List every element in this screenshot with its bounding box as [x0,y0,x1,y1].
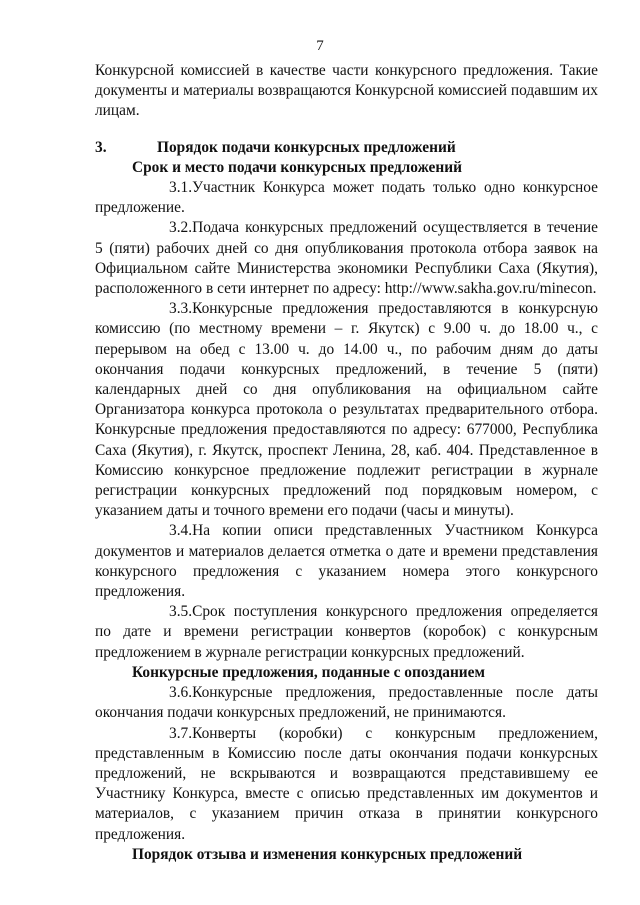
subheading-deadline-place: Срок и место подачи конкурсных предложений [132,158,462,176]
clause-number: 3.6. [169,684,193,702]
clause-text: Конкурсные предложения, предоставленные после даты окончания подачи конкурсных предложений, не принимаются. [95,684,598,722]
clause-text: Подача конкурсных предложений осуществляется в течение 5 (пяти) рабочих дней со дня опубликования протокола отбора заявок на Официальном сайте Министерства экономики Республики Саха (Якутия), расположенного в сети интернет по адресу: http://www.sakha.gov.ru/minecon. [95,219,598,298]
clause-number: 3.7. [169,724,193,742]
subheading-withdrawal-change: Порядок отзыва и изменения конкурсных предложений [132,845,523,863]
clause-number: 3.5. [169,603,193,621]
clause-text: Конверты (коробки) с конкурсным предложением, представленным в Комиссию после даты окончания подачи конкурсных предложений, не вскрываются и возвращаются представившему ее Участнику Конкурса, вместе с описью представленных им документов и материалов, с указанием причин отказа в принятии конкурсного предложения. [95,724,598,843]
paragraph-intro: Конкурсной комиссией в качестве части конкурсного предложения. Такие документы и материалы возвращаются Конкурсной комиссией подавшим их лицам. [95,62,598,120]
clause-text: Участник Конкурса может подать только одно конкурсное предложение. [95,179,598,217]
clause-text: Конкурсные предложения предоставляются в конкурсную комиссию (по местному времени – г. Якутск) с 9.00 ч. до 18.00 ч., с перерывом на обед с 13.00 ч. до 14.00 ч., по рабочим дням до даты окончания подачи конкурсных предложений, в течение 5 (пяти) календарных дней со дня опубликования на официальном сайте Организатора конкурса протокола о результатах предварительного отбора. Конкурсные предложения предоставляются по адресу: 677000, Республика Саха (Якутия), г. Якутск, проспект Ленина, 28, каб. 404. Представленное в Комиссию конкурсное предложение подлежит регистрации в журнале регистрации конкурсных предложений под порядковым номером, с указанием даты и точного времени его подачи (часы и минуты). [95,300,598,520]
paragraph-3-6 [95,683,598,723]
clause-text: На копии описи представленных Участником Конкурса документов и материалов делается отметка о дате и времени представления конкурсного предложения с указанием номера этого конкурсного предложения. [95,522,598,601]
clause-number: 3.3. [169,300,193,318]
paragraph-3-5 [95,602,598,663]
page-number: 7 [316,38,324,54]
paragraph-3-3 [95,299,598,521]
paragraph-3-4 [95,521,598,602]
paragraph-3-2 [95,218,598,299]
clause-number: 3.4. [169,522,193,540]
clause-number: 3.1. [169,179,193,197]
paragraph-3-1 [95,178,598,218]
section-heading [95,138,598,158]
section-number: 3. [95,138,107,156]
paragraph-3-7 [95,724,598,845]
clause-number: 3.2. [169,219,193,237]
subheading-late-submissions: Конкурсные предложения, поданные с опозданием [132,663,485,681]
clause-text: Срок поступления конкурсного предложения определяется по дате и времени регистрации конвертов (коробок) с конкурсным предложением в журнале регистрации конкурсных предложений. [95,603,598,661]
document-body [95,61,598,865]
section-title: Порядок подачи конкурсных предложений [157,138,456,156]
